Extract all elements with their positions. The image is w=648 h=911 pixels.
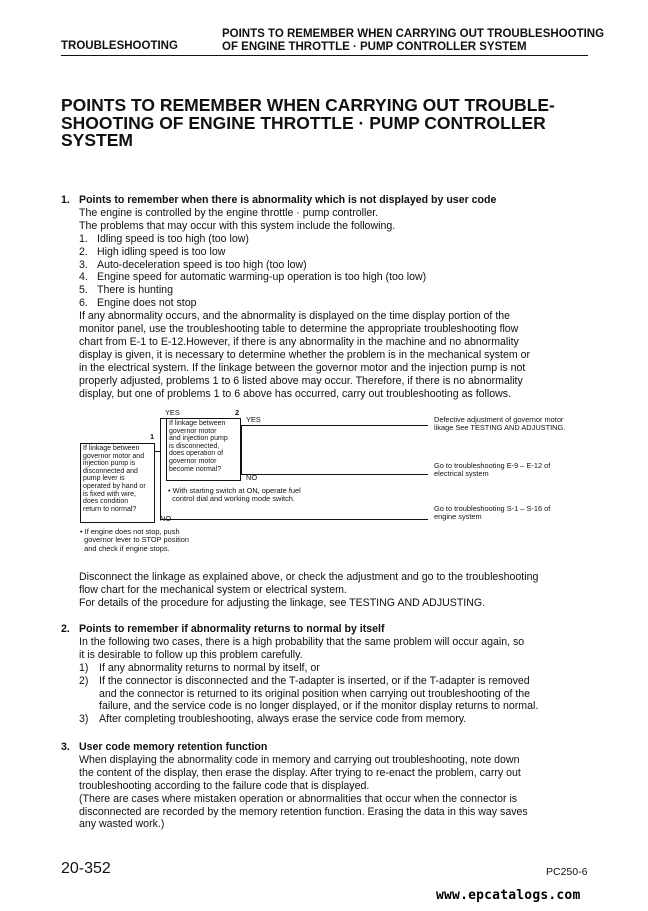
paragraph-line: in the electrical system. If the linkage between the governor motor and the injection pump is not	[79, 361, 526, 374]
flow-yes-1: YES	[165, 408, 180, 417]
page-number: 20-352	[61, 860, 111, 877]
section-1-heading-text: Points to remember when there is abnormality which is not displayed by user code	[79, 194, 497, 206]
flow-yes-2: YES	[246, 415, 261, 424]
flow-line	[160, 418, 161, 520]
section-1-p1: The engine is controlled by the engine throttle · pump controller.	[79, 206, 379, 219]
section-1-p2: The problems that may occur with this system include the following.	[79, 219, 396, 232]
header-title-line2: OF ENGINE THROTTLE · PUMP CONTROLLER SYSTEM	[222, 41, 527, 53]
section-3-number: 3.	[61, 741, 70, 753]
section-2-heading-text: Points to remember if abnormality returns to normal by itself	[79, 623, 385, 635]
flow-box-1: If linkage between governor motor and injection pump is disconnected and pump lever is operated by hand or is fixed with wire, does condition return to normal?	[80, 443, 155, 523]
flow-no-1: NO	[160, 514, 172, 523]
list-item: 2. High idling speed is too low	[79, 245, 226, 258]
section-3	[61, 741, 591, 831]
header-section: TROUBLESHOOTING	[61, 40, 178, 52]
list-item: 3) After completing troubleshooting, always erase the service code from memory.	[79, 713, 467, 726]
paragraph-line: monitor panel, use the troubleshooting table to determine the appropriate troubleshooting flow	[79, 323, 519, 336]
flow-line	[241, 425, 242, 475]
section-3-body: When displaying the abnormality code in memory and carrying out troubleshooting, note down the content of the display, then erase the display. After trying to re-enact the problem, carry out troubleshooting according to the failure code that is displayed. (There are cases where mistaken operation or abnormalities that occur when the connector is disconnected are recorded by the memory retention function. Erasing the data in this way saves any wasted work.)	[79, 753, 528, 831]
list-item: 6. Engine does not stop	[79, 297, 197, 310]
title-line1: POINTS TO REMEMBER WHEN CARRYING OUT TROUBLE-	[61, 95, 555, 115]
flow-line	[241, 425, 428, 426]
model-number: PC250-6	[546, 866, 588, 878]
list-item: 1) If any abnormality returns to normal by itself, or	[79, 661, 320, 674]
flow-line	[241, 474, 428, 475]
list-item: 5. There is hunting	[79, 284, 173, 297]
paragraph-line: properly adjusted, problems 1 to 6 listed above may occur. Therefore, if there is no abnormality	[79, 374, 523, 387]
section-3-heading-text: User code memory retention function	[79, 741, 268, 753]
paragraph-line: If any abnormality occurs, and the abnormality is displayed on the time display portion of the	[79, 310, 511, 323]
paragraph-line: display is given, it is necessary to determine whether the problem is in the mechanical system or	[79, 348, 531, 361]
flow-result-3: Go to troubleshooting S-1 – S-16 of engine system	[434, 504, 551, 522]
flow-no-2: NO	[246, 473, 258, 482]
section-2-intro: In the following two cases, there is a high probability that the same problem will occur again, so it is desirable to follow up this problem carefully.	[79, 635, 525, 661]
paragraph-line: display, but one of problems 1 to 6 above has occurred, carry out troubleshooting as follows.	[79, 387, 512, 400]
flow-box1-number: 1	[150, 432, 155, 441]
flow-note-1: • If engine does not stop, push governor lever to STOP position and check if engine stops.	[80, 527, 190, 553]
section-2-heading	[61, 623, 591, 636]
section-1-after	[79, 571, 591, 610]
flow-line	[160, 418, 166, 419]
title-line2: SHOOTING OF ENGINE THROTTLE · PUMP CONTROLLER	[61, 112, 546, 133]
section-2	[61, 623, 591, 726]
paragraph-line: chart from E-1 to E-12.However, if there is any abnormality in the machine and no abnormality	[79, 335, 519, 348]
title-line3: SYSTEM	[61, 130, 133, 150]
flow-note-2: • With starting switch at ON, operate fuel control dial and working mode switch.	[168, 486, 301, 504]
watermark: www.epcatalogs.com	[436, 888, 581, 903]
list-item: 4. Engine speed for automatic warming-up operation is too high (too low)	[79, 271, 427, 284]
header-title-line1: POINTS TO REMEMBER WHEN CARRYING OUT TROUBLESHOOTING	[222, 28, 605, 40]
section-2-list	[61, 662, 591, 727]
paragraph-line: For details of the procedure for adjusting the linkage, see TESTING AND ADJUSTING.	[79, 596, 486, 609]
section-2-number: 2.	[61, 623, 70, 635]
flow-result-2: Go to troubleshooting E-9 – E-12 of electrical system	[434, 461, 551, 479]
flow-line	[160, 519, 428, 520]
section-3-heading	[61, 741, 591, 754]
list-item: 1. Idling speed is too high (too low)	[79, 232, 249, 245]
paragraph-line: Disconnect the linkage as explained above, or check the adjustment and go to the troubleshooting	[79, 571, 539, 583]
flow-result-1: Defective adjustment of governor motor likage See TESTING AND ADJUSTING.	[434, 415, 566, 433]
section-1-number: 1.	[61, 194, 70, 206]
flow-box-2: If linkage between governor motor and injection pump is disconnected, does operation of governor motor become normal?	[166, 418, 241, 481]
list-item: 2) If the connector is disconnected and the T-adapter is inserted, or if the T-adapter is removed and the connector is returned to its original position when carrying out troubleshooting of the failure, and the service code is no longer displayed, or if the monitor display returns to normal.	[79, 674, 539, 713]
list-item: 3. Auto-deceleration speed is too high (too low)	[79, 258, 307, 271]
flow-box2-number: 2	[235, 408, 240, 417]
paragraph-line: flow chart for the mechanical system or electrical system.	[79, 583, 347, 596]
